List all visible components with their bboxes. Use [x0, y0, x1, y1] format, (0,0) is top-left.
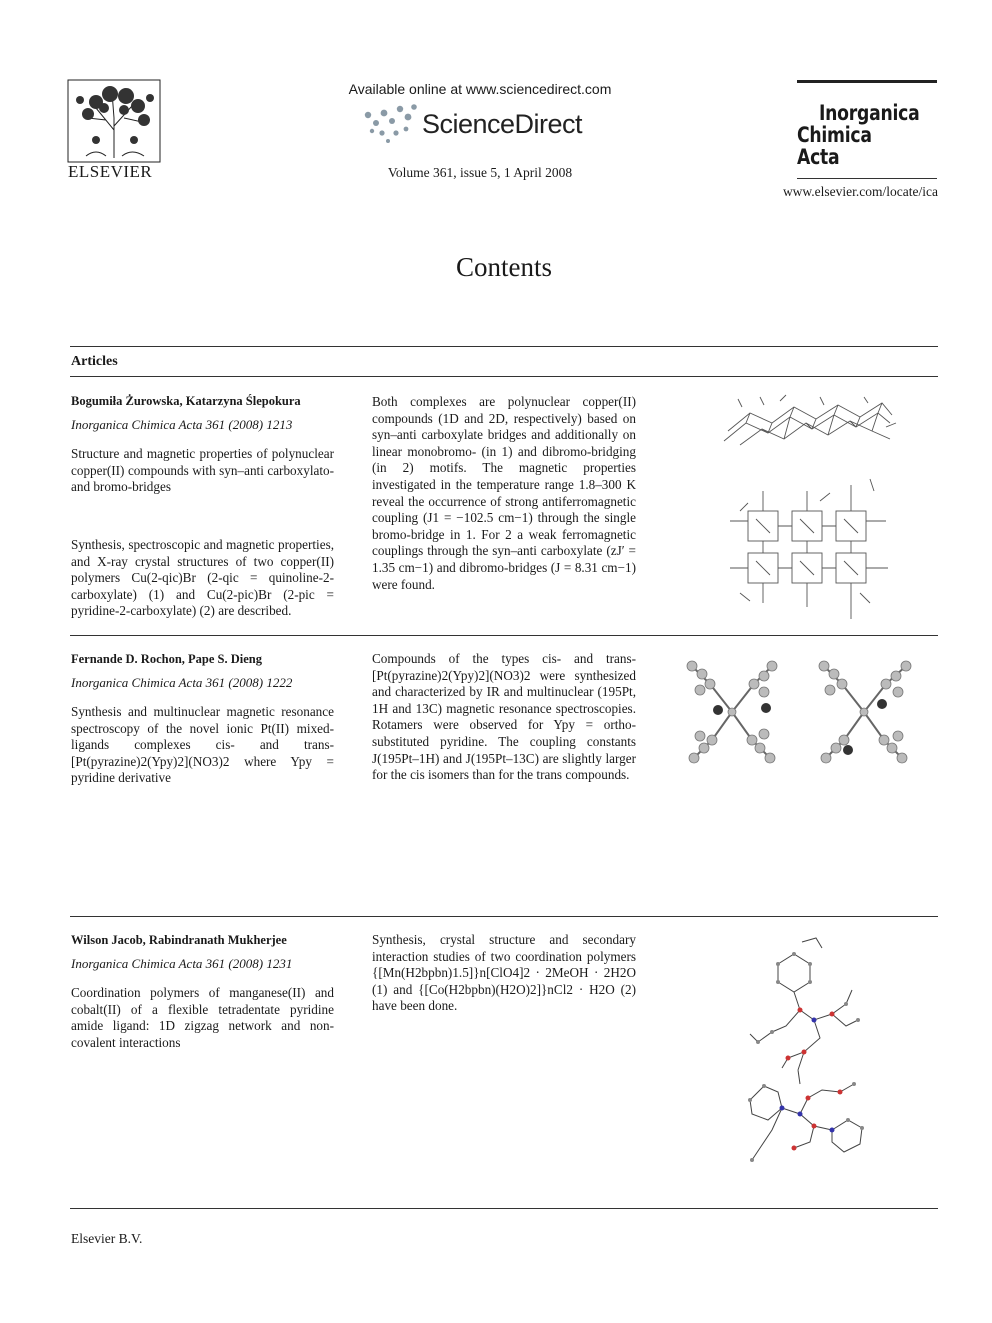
section-heading: Articles: [71, 354, 118, 369]
coordination-polymer-structures-image: [742, 934, 870, 1164]
journal-logo: [797, 80, 937, 169]
journal-title-line2: Chimica Acta: [797, 123, 872, 169]
elsevier-tree-icon: [66, 78, 162, 164]
article-authors[interactable]: Bogumiła Żurowska, Katarzyna Ślepokura: [71, 394, 301, 408]
volume-line: Volume 361, issue 5, 1 April 2008: [387, 165, 573, 180]
section-top-rule: [70, 346, 938, 347]
article-citation[interactable]: Inorganica Chimica Acta 361 (2008) 1213: [71, 417, 293, 432]
footer-rule: [70, 1208, 938, 1209]
article-intro: Synthesis, spectroscopic and magnetic properties, and X-ray crystal structures of two copper(II) polymers Cu(2-qic)Br (2-qic = quinoline-2-carboxylate) (1) and Cu(2-pic)Br (2-pic = pyridine-2-carboxylate) (2) are described.: [71, 537, 334, 619]
article-title[interactable]: Synthesis and multinuclear magnetic resonance spectroscopy of the novel ionic Pt(II) mixed-ligands complexes cis- and trans-[Pt(pyrazine)2(Ypy)2](NO3)2 where Ypy = pyridine derivative: [71, 704, 334, 786]
article-citation[interactable]: Inorganica Chimica Acta 361 (2008) 1222: [71, 675, 293, 690]
article-abstract: Both complexes are polynuclear copper(II) compounds (1D and 2D, respectively) based on syn–anti carboxylate bridges and additionally on linear monobromo- (in 1) and dibromo-bridging (in 2) motifs. The magnetic properties investigated in the temperature range 1.8–300 K reveal the occurrence of strong antiferromagnetic coupling (J1 = −102.5 cm−1) through the single bromo-bridge in 1. For 2 a weak ferromagnetic couplings through the syn–anti carboxylate (zJ′ = 1.35 cm−1) and dibromo-bridges (J = 8.31 cm−1) were found.: [372, 394, 636, 592]
footer-publisher: Elsevier B.V.: [71, 1231, 143, 1246]
elsevier-logo: [66, 78, 162, 184]
article-divider: [70, 635, 938, 636]
article-title[interactable]: Coordination polymers of manganese(II) and cobalt(II) of a flexible tetradentate pyridine amide ligand: 1D zigzag network and non-covalent interactions: [71, 985, 334, 1050]
graphical-abstract: [680, 654, 936, 770]
article-divider: [70, 916, 938, 917]
sciencedirect-dots-icon: [362, 103, 420, 143]
graphical-abstract: [742, 934, 870, 1164]
journal-title-line1: Inorganica: [819, 101, 920, 125]
pt-complex-structures-image: [680, 654, 936, 770]
available-online-text: Available online at www.sciencedirect.com: [348, 81, 612, 97]
section-bottom-rule: [70, 376, 938, 377]
article-authors[interactable]: Wilson Jacob, Rabindranath Mukherjee: [71, 933, 287, 947]
crystal-structure-chain-image: [720, 393, 898, 625]
page-title: Contents: [455, 252, 552, 282]
article-title[interactable]: Structure and magnetic properties of polynuclear copper(II) compounds with syn–anti carboxylato- and bromo-bridges: [71, 446, 334, 495]
article-abstract: Compounds of the types cis- and trans-[Pt(pyrazine)2(Ypy)2](NO3)2 were synthesized and characterized by IR and multinuclear (195Pt, 1H and 13C) magnetic resonance spectroscopies. Rotamers were observed for Ypy = ortho-substituted pyridine. The coupling constants J(195Pt–1H) and J(195Pt–13C) are slightly larger for the cis isomers than for the trans compounds.: [372, 651, 636, 783]
sciencedirect-wordmark: ScienceDirect: [422, 109, 583, 139]
article-citation[interactable]: Inorganica Chimica Acta 361 (2008) 1231: [71, 956, 293, 971]
sciencedirect-logo[interactable]: [362, 103, 602, 145]
graphical-abstract: [720, 393, 898, 625]
article-authors[interactable]: Fernande D. Rochon, Pape S. Dieng: [71, 652, 262, 666]
article-abstract: Synthesis, crystal structure and secondary interaction studies of two coordination polymers {[Mn(H2bpbn)1.5]}n[ClO4]2 · 2MeOH · 2H2O (1) and {[Co(H2bpbn)(H2O)2]}nCl2 · H2O (2) have been done.: [372, 932, 636, 1014]
journal-url-link[interactable]: www.elsevier.com/locate/ica: [782, 184, 938, 199]
elsevier-wordmark: ELSEVIER: [68, 162, 153, 181]
